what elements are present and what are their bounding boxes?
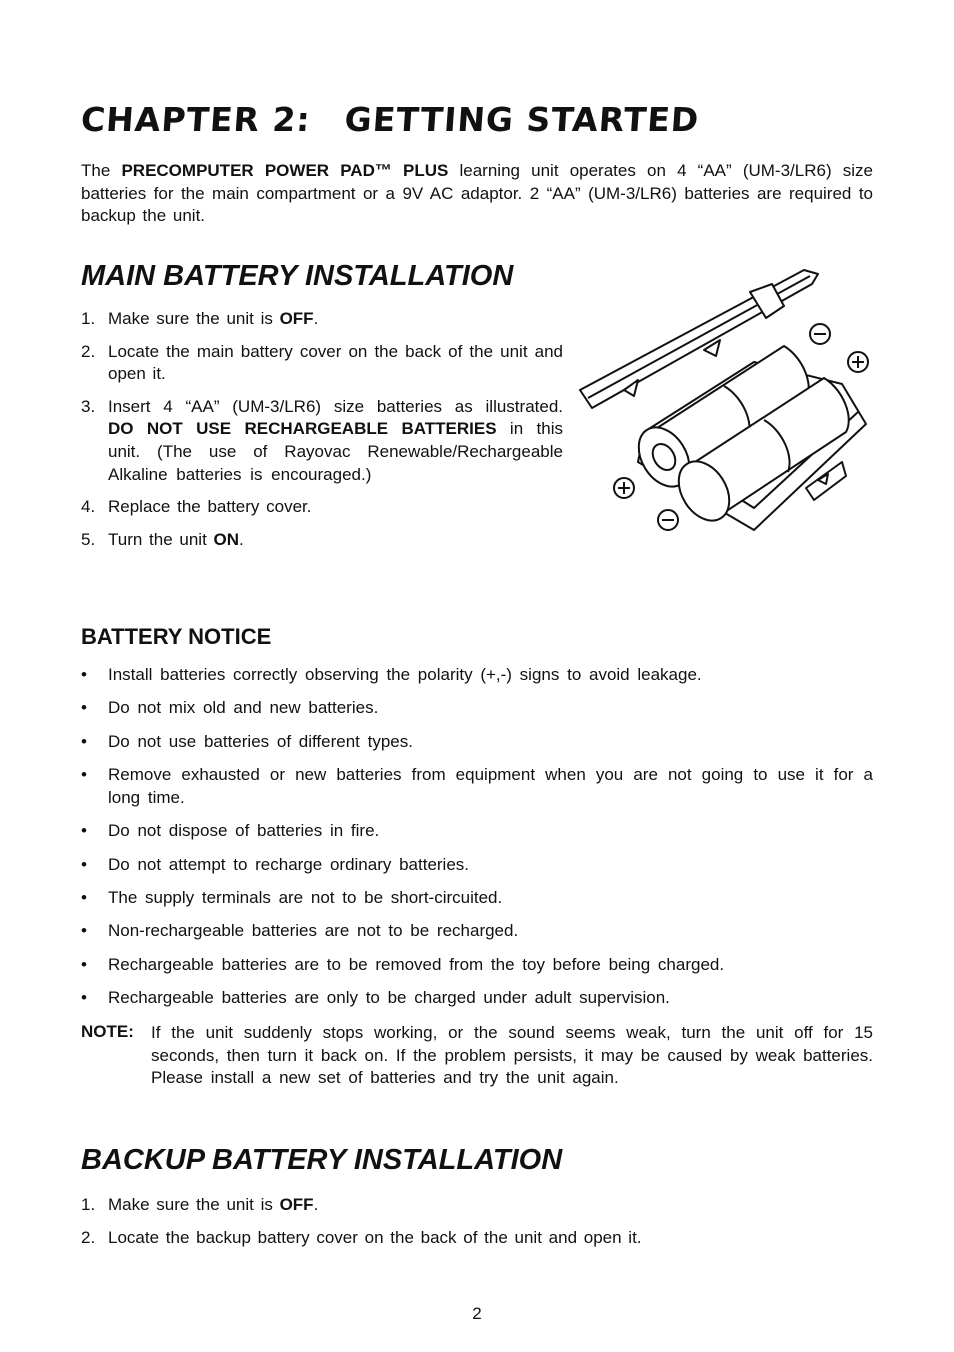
bullet-icon: • — [81, 854, 87, 874]
step-item — [81, 1194, 873, 1217]
notice-item — [81, 731, 873, 754]
step-text: Locate the main battery cover on the back of the unit and open it. — [108, 341, 563, 384]
notice-item — [81, 920, 873, 943]
notice-text: The supply terminals are not to be short-circuited. — [108, 887, 503, 907]
backup-install-steps — [81, 1194, 873, 1259]
step-number: 2. — [81, 341, 96, 361]
main-install-heading: MAIN BATTERY INSTALLATION — [81, 260, 514, 292]
battery-compartment-illustration — [574, 262, 874, 546]
step-text: Turn the unit — [108, 529, 214, 549]
step-item — [81, 1227, 873, 1250]
battery-notice-heading: BATTERY NOTICE — [81, 624, 272, 649]
step-number: 2. — [81, 1227, 96, 1247]
notice-text: Rechargeable batteries are to be removed from the toy before being charged. — [108, 954, 725, 974]
step-text: Locate the backup battery cover on the back of the unit and open it. — [108, 1227, 642, 1247]
step-emphasis: OFF — [279, 1195, 314, 1214]
notice-text: Rechargeable batteries are only to be charged under adult supervision. — [108, 988, 670, 1008]
step-text: Replace the battery cover. — [108, 497, 312, 517]
step-text: Make sure the unit is — [108, 1195, 280, 1214]
chapter-title — [80, 100, 701, 139]
step-emphasis: ON — [213, 529, 240, 549]
notice-text: Install batteries correctly observing the polarity (+,-) signs to avoid leakage. — [108, 665, 702, 684]
step-text: Insert 4 “AA” (UM-3/LR6) size batteries as illustrated. — [108, 396, 563, 416]
intro-text-post: learning unit operates on 4 “AA” (UM-3/LR6) size batteries for the main compartment or a 9V AC adaptor. 2 “AA” (UM-3/LR6) batteries are required to backup the unit. — [81, 161, 873, 226]
step-item — [81, 529, 563, 552]
notice-item — [81, 664, 873, 687]
bullet-icon: • — [81, 698, 87, 718]
step-text-post: . — [239, 529, 244, 549]
notice-text: Non-rechargeable batteries are not to be recharged. — [108, 921, 519, 941]
bullet-icon: • — [81, 665, 87, 684]
bullet-icon: • — [81, 921, 87, 941]
step-emphasis: DO NOT USE RECHARGEABLE BATTERIES — [108, 419, 497, 439]
battery-notice-list — [81, 664, 873, 1021]
chapter-name: GETTING STARTED — [343, 100, 701, 139]
intro-brand: PRECOMPUTER POWER PAD™ PLUS — [121, 161, 449, 180]
step-text: Make sure the unit is — [108, 309, 280, 328]
step-number: 4. — [81, 497, 96, 517]
note-label: NOTE: — [81, 1022, 134, 1041]
notice-item — [81, 854, 873, 877]
step-text-post: . — [313, 309, 319, 328]
step-item — [81, 341, 563, 386]
intro-paragraph — [81, 160, 873, 228]
step-number: 1. — [81, 309, 96, 328]
intro-text-pre: The — [81, 161, 122, 180]
notice-item — [81, 764, 873, 809]
step-item — [81, 308, 563, 331]
step-number: 1. — [81, 1195, 96, 1214]
notice-item — [81, 954, 873, 977]
bullet-icon: • — [81, 887, 87, 907]
notice-text: Remove exhausted or new batteries from equipment when you are not going to use it for a long time. — [108, 765, 873, 807]
note-block — [81, 1022, 873, 1090]
notice-item — [81, 987, 873, 1010]
step-text-post: in this unit. (The use of Rayovac Renewable/Rechargeable Alkaline batteries is encouraged.) — [108, 419, 563, 484]
step-emphasis: OFF — [279, 309, 314, 328]
notice-item — [81, 887, 873, 910]
step-number: 5. — [81, 529, 96, 549]
page-number: 2 — [472, 1304, 482, 1323]
notice-text: Do not attempt to recharge ordinary batteries. — [108, 854, 470, 874]
notice-text: Do not dispose of batteries in fire. — [108, 821, 380, 841]
step-number: 3. — [81, 396, 96, 416]
notice-item — [81, 697, 873, 720]
step-item — [81, 496, 563, 519]
step-text-post: . — [313, 1195, 319, 1214]
notice-text: Do not use batteries of different types. — [108, 731, 413, 751]
notice-text: Do not mix old and new batteries. — [108, 698, 379, 718]
backup-install-heading: BACKUP BATTERY INSTALLATION — [81, 1144, 563, 1176]
notice-item — [81, 820, 873, 843]
chapter-number: CHAPTER 2: — [79, 100, 313, 139]
bullet-icon: • — [81, 954, 87, 974]
main-install-steps — [81, 308, 563, 561]
bullet-icon: • — [81, 988, 87, 1008]
bullet-icon: • — [81, 821, 87, 841]
bullet-icon: • — [81, 765, 87, 785]
note-text: If the unit suddenly stops working, or the sound seems weak, turn the unit off for 15 seconds, then turn it back on. If the problem persists, it may be caused by weak batteries. Please install a new set of batteries and try the unit again. — [151, 1023, 873, 1088]
bullet-icon: • — [81, 731, 87, 751]
step-item — [81, 396, 563, 486]
